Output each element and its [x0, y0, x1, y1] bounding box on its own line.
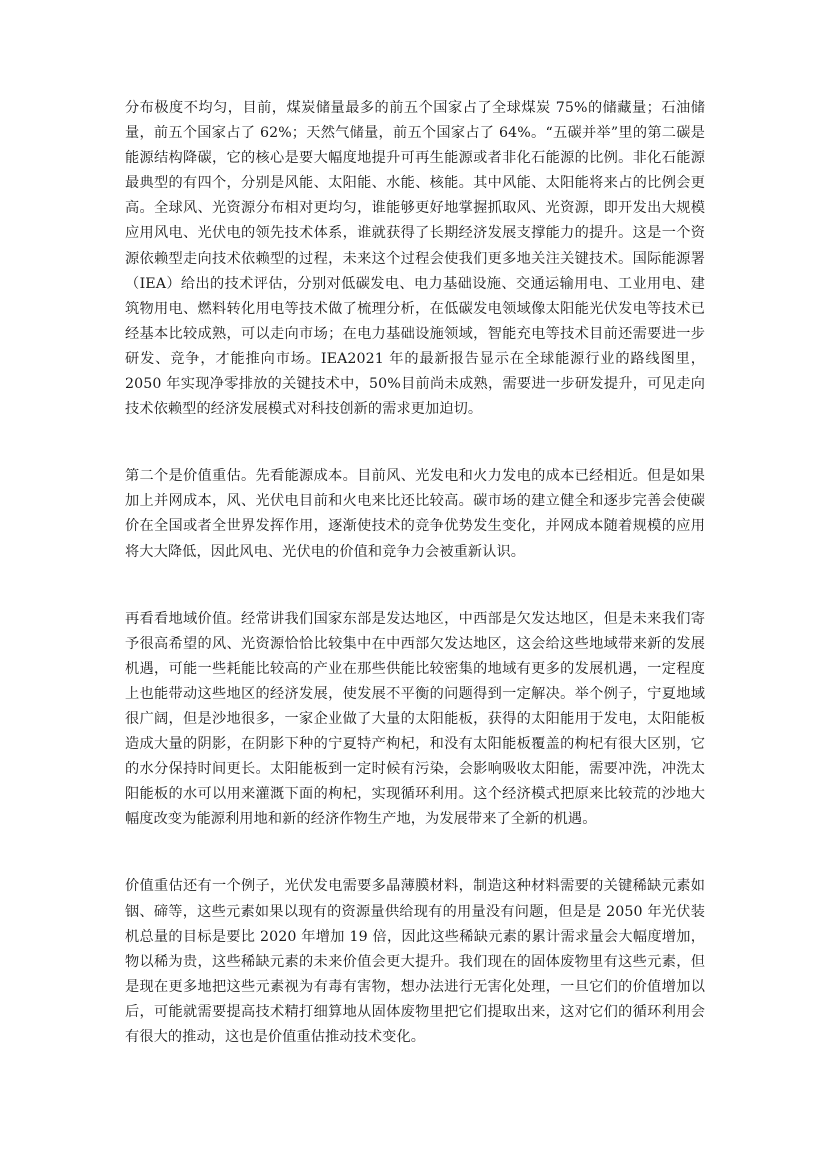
paragraph-value-reassessment: 第二个是价值重估。先看能源成本。目前风、光发电和火力发电的成本已经相近。但是如果加上并网成本，风、光伏电目前和火电来比还比较高。碳市场的建立健全和逐步完善会使碳价在全国或者全世界发挥作用，逐渐使技术的竞争优势发生变化，并网成本随着规模的应用将大大降低，因此风电、光伏电的价值和竞争力会被重新认识。	[125, 468, 705, 560]
paragraph-regional-value: 再看看地域价值。经常讲我们国家东部是发达地区，中西部是欠发达地区，但是未来我们寄予很高希望的风、光资源恰恰比较集中在中西部欠发达地区，这会给这些地域带来新的发展机遇，可能一些耗能比较高的产业在那些供能比较密集的地域有更多的发展机遇，一定程度上也能带动这些地区的经济发展，使发展不平衡的问题得到一定解决。举个例子，宁夏地域很广阔，但是沙地很多，一家企业做了大量的太阳能板，获得的太阳能用于发电，太阳能板造成大量的阴影，在阴影下种的宁夏特产枸杞，和没有太阳能板覆盖的枸杞有很大区别，它的水分保持时间更长。太阳能板到一定时候有污染，会影响吸收太阳能，需要冲洗，冲洗太阳能板的水可以用来灌溉下面的枸杞，实现循环利用。这个经济模式把原来比较荒的沙地大幅度改变为能源利用地和新的经济作物生产地，为发展带来了全新的机遇。	[125, 610, 705, 828]
paragraph-rare-elements: 价值重估还有一个例子，光伏发电需要多晶薄膜材料，制造这种材料需要的关键稀缺元素如铟、碲等，这些元素如果以现有的资源量供给现有的用量没有问题，但是是 2050 年光伏装机总量的目标是要比 2020 年增加 19 倍，因此这些稀缺元素的累计需求量会大幅度增加，物以稀为贵，这些稀缺元素的未来价值会更大提升。我们现在的固体废物里有这些元素，但是现在更多地把这些元素视为有毒有害物，想办法进行无害化处理，一旦它们的价值增加以后，可能就需要提高技术精打细算地从固体废物里把它们提取出来，这对它们的循环利用会有很大的推动，这也是价值重估推动技术变化。	[125, 878, 705, 1045]
document-body	[125, 96, 705, 1050]
paragraph-energy-structure: 分布极度不均匀，目前，煤炭储量最多的前五个国家占了全球煤炭 75%的储藏量；石油储量，前五个国家占了 62%；天然气储量，前五个国家占了 64%。“五碳并举”里的第二碳是能源结构降碳，它的核心是要大幅度地提升可再生能源或者非化石能源的比例。非化石能源最典型的有四个，分别是风能、太阳能、水能、核能。其中风能、太阳能将来占的比例会更高。全球风、光资源分布相对更均匀，谁能够更好地掌握抓取风、光资源，即开发出大规模应用风电、光伏电的领先技术体系，谁就获得了长期经济发展支撑能力的提升。这是一个资源依赖型走向技术依赖型的过程，未来这个过程会使我们更多地关注关键技术。国际能源署（IEA）给出的技术评估，分别对低碳发电、电力基础设施、交通运输用电、工业用电、建筑物用电、燃料转化用电等技术做了梳理分析，在低碳发电领域像太阳能光伏发电等技术已经基本比较成熟，可以走向市场；在电力基础设施领域，智能充电等技术目前还需要进一步研发、竞争，才能推向市场。IEA2021 年的最新报告显示在全球能源行业的路线图里，2050 年实现净零排放的关键技术中，50%目前尚未成熟，需要进一步研发提升，可见走向技术依赖型的经济发展模式对科技创新的需求更加迫切。	[125, 100, 705, 418]
